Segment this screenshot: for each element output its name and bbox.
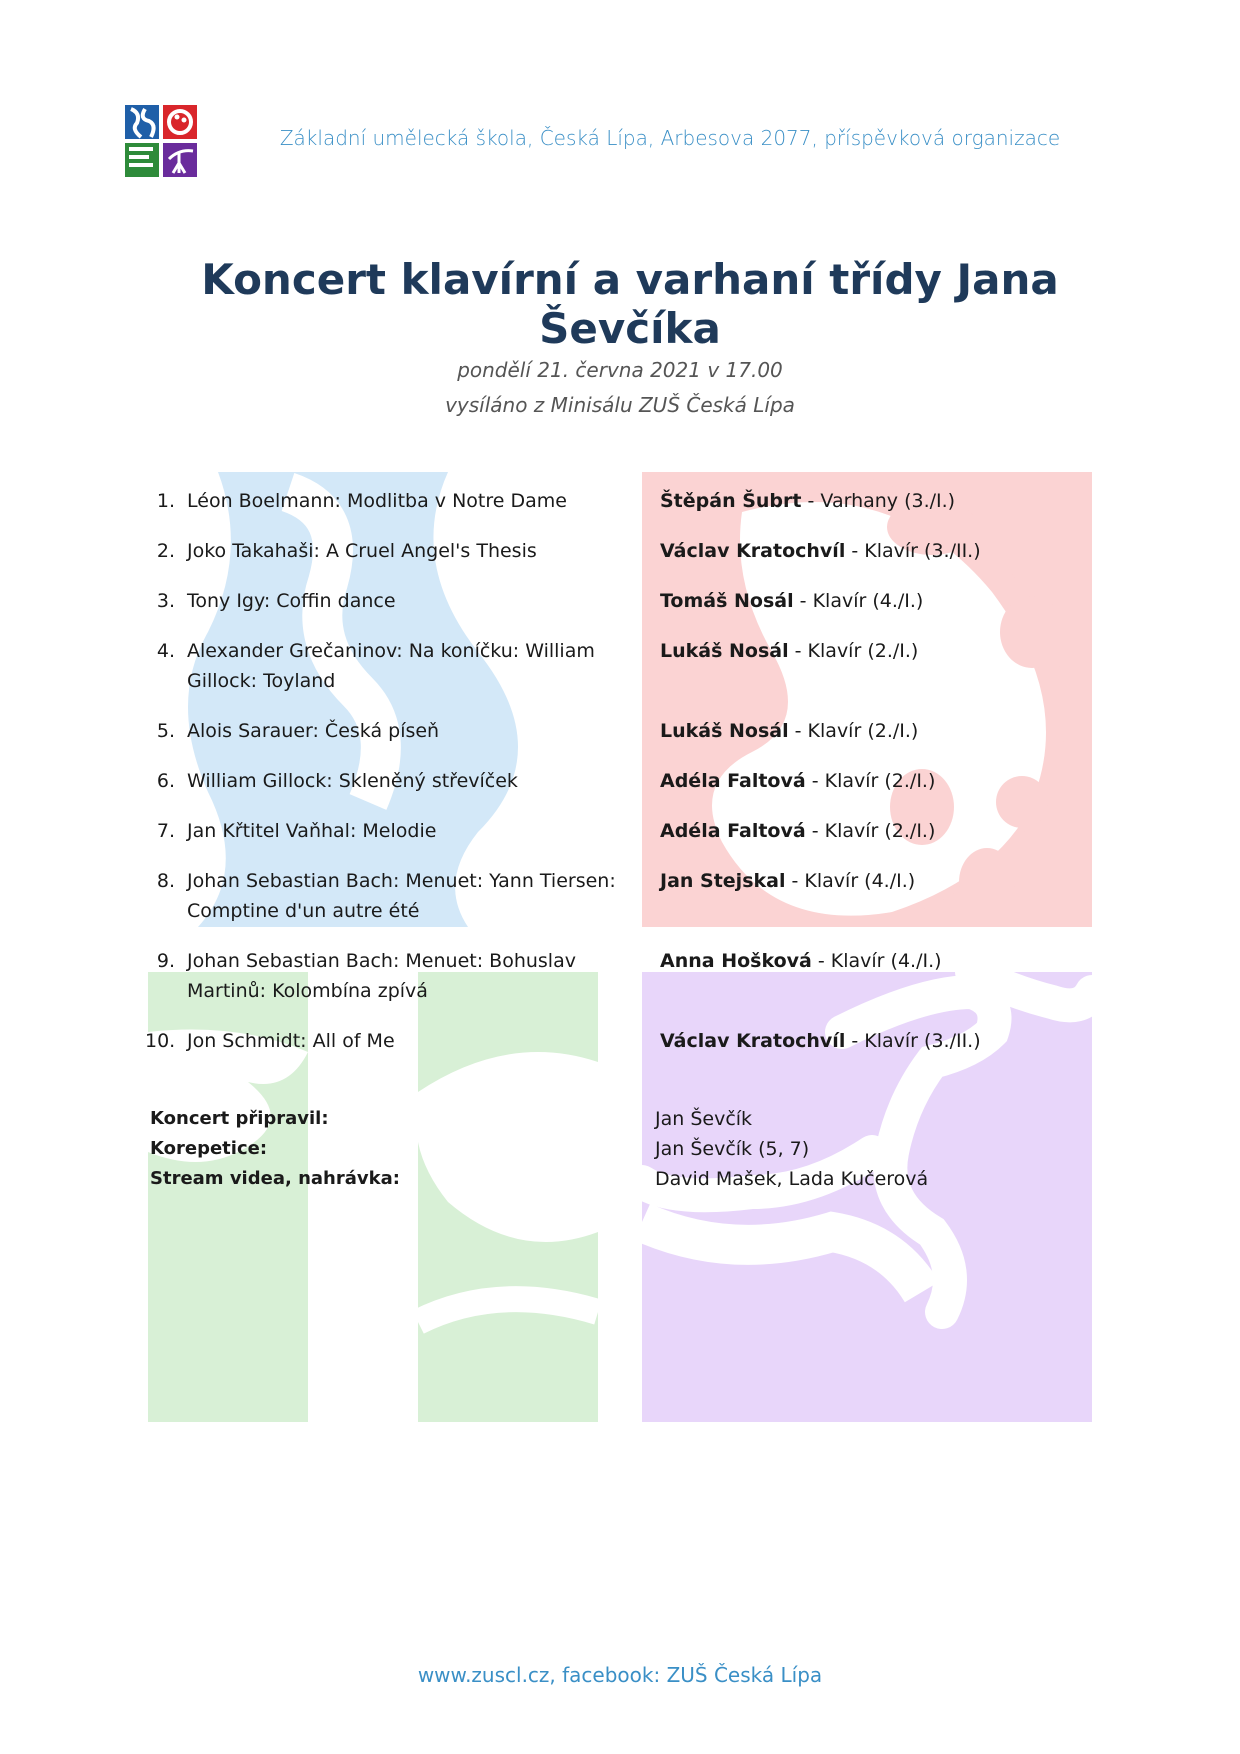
program-piece: Johan Sebastian Bach: Menuet: Yann Tiersen: Comptine d'un autre été — [187, 870, 616, 922]
program-number: 2. — [156, 540, 175, 562]
school-header: Základní umělecká škola, Česká Lípa, Arbesova 2077, příspěvková organizace — [279, 126, 1061, 150]
program-piece: Alexander Grečaninov: Na koníčku: William Gillock: Toyland — [187, 640, 595, 692]
credit-value: Jan Ševčík — [655, 1108, 753, 1130]
performer-name: Tomáš Nosál — [660, 590, 794, 612]
program-number: 5. — [156, 720, 175, 742]
performer-detail: - Klavír (3./II.) — [845, 1030, 981, 1052]
program-piece: Jan Křtitel Vaňhal: Melodie — [187, 820, 437, 842]
performer-detail: - Klavír (2./I.) — [805, 770, 936, 792]
event-date: pondělí 21. června 2021 v 17.00 — [457, 358, 783, 382]
credit-label: Koncert připravil: — [150, 1108, 329, 1129]
program-number: 7. — [156, 820, 175, 842]
program-number: 8. — [156, 870, 175, 892]
performer-name: Adéla Faltová — [660, 820, 806, 842]
performer-name: Adéla Faltová — [660, 770, 806, 792]
program-piece: Tony Igy: Coffin dance — [187, 590, 396, 612]
credit-label: Korepetice: — [150, 1138, 268, 1159]
performer-name: Lukáš Nosál — [660, 720, 789, 742]
program-number: 9. — [156, 950, 175, 972]
performer-detail: - Klavír (2./I.) — [788, 640, 919, 662]
zus-logo-icon — [125, 105, 197, 177]
credit-value: David Mašek, Lada Kučerová — [655, 1168, 929, 1190]
performer-detail: - Varhany (3./I.) — [801, 490, 956, 512]
performer-detail: - Klavír (4./I.) — [811, 950, 942, 972]
performer-detail: - Klavír (4./I.) — [785, 870, 916, 892]
program-number: 3. — [156, 590, 175, 612]
credit-label: Stream videa, nahrávka: — [150, 1168, 400, 1189]
performer-name: Jan Stejskal — [660, 870, 786, 892]
performer-name: Václav Kratochvíl — [660, 540, 846, 562]
performer-name: Anna Hošková — [660, 950, 812, 972]
program-number: 1. — [156, 490, 175, 512]
performer-detail: - Klavír (3./II.) — [845, 540, 981, 562]
program-piece: Johan Sebastian Bach: Menuet: Bohuslav Martinů: Kolombína zpívá — [187, 950, 576, 1002]
credit-value: Jan Ševčík (5, 7) — [655, 1138, 810, 1160]
performer-name: Štěpán Šubrt — [660, 490, 802, 512]
program-piece: Jon Schmidt: All of Me — [187, 1030, 395, 1052]
program-piece: William Gillock: Skleněný střevíček — [187, 770, 518, 792]
program-number: 10. — [145, 1030, 176, 1052]
event-venue: vysíláno z Minisálu ZUŠ Česká Lípa — [445, 393, 795, 417]
program-piece: Joko Takahaši: A Cruel Angel's Thesis — [187, 540, 537, 562]
performer-detail: - Klavír (2./I.) — [788, 720, 919, 742]
page-title: Koncert klavírní a varhaní třídy Jana Ševčíka — [201, 255, 1059, 353]
performer-detail: - Klavír (4./I.) — [793, 590, 924, 612]
program-number: 6. — [156, 770, 175, 792]
footer-links[interactable]: www.zuscl.cz, facebook: ZUŠ Česká Lípa — [417, 1663, 823, 1687]
program-piece: Léon Boelmann: Modlitba v Notre Dame — [187, 490, 567, 512]
performer-name: Václav Kratochvíl — [660, 1030, 846, 1052]
performer-detail: - Klavír (2./I.) — [805, 820, 936, 842]
performer-name: Lukáš Nosál — [660, 640, 789, 662]
program-number: 4. — [156, 640, 175, 662]
program-piece: Alois Sarauer: Česká píseň — [187, 720, 440, 742]
